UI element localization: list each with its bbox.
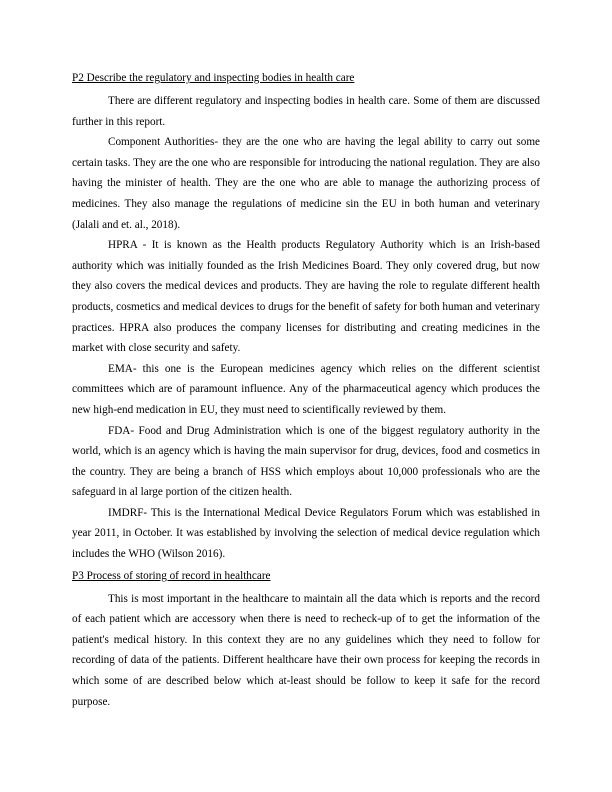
paragraph-hpra: HPRA - It is known as the Health products Regulatory Authority which is an Irish-based authority which was initially founded as the Irish Medicines Board. They only covered drug, but now they also covers the medical devices and products. They are having the role to regulate different health products, cosmetics and medical devices to drugs for the benefit of safety for both human and veterinary practices. HPRA also produces the company licenses for distributing and creating medicines in the market with close security and safety. (72, 239, 540, 355)
paragraph-intro: There are different regulatory and inspecting bodies in health care. Some of them are discussed further in this report. (72, 95, 540, 128)
document-page (72, 71, 540, 712)
paragraph-component-authorities: Component Authorities- they are the one who are having the legal ability to carry out some certain tasks. They are the one who are responsible for introducing the national regulation. They are also having the minister of health. They are the one who are able to manage the authorizing process of medicines. They also manage the regulations of medicine sin the EU in both human and veterinary (Jalali and et. al., 2018). (72, 136, 540, 231)
section-heading-p3: P3 Process of storing of record in healthcare (72, 569, 271, 582)
paragraph-imdrf: IMDRF- This is the International Medical Device Regulators Forum which was established in year 2011, in October. It was established by involving the selection of medical device regulation which includes the WHO (Wilson 2016). (72, 506, 540, 561)
section-heading-p2: P2 Describe the regulatory and inspecting bodies in health care (72, 72, 355, 84)
paragraph-record-storing: This is most important in the healthcare to maintain all the data which is reports and the record of each patient which are accessory when there is need to recheck-up of to get the information of the patient's medical history. In this context they are no any guidelines which they need to follow for recording of data of the patients. Different healthcare have their own process for keeping the records in which some of are described below which at-least should be follow to keep it safe for the record purpose. (72, 592, 540, 708)
paragraph-fda: FDA- Food and Drug Administration which is one of the biggest regulatory authority in the world, which is an agency which is having the main supervisor for drug, devices, food and cosmetics in the country. They are being a branch of HSS which employs about 10,000 professionals who are the safeguard in al large portion of the citizen health. (72, 424, 540, 499)
paragraph-ema: EMA- this one is the European medicines agency which relies on the different scientist committees which are of paramount influence. Any of the pharmaceutical agency which produces the new high-end medication in EU, they must need to scientifically reviewed by them. (72, 362, 540, 416)
